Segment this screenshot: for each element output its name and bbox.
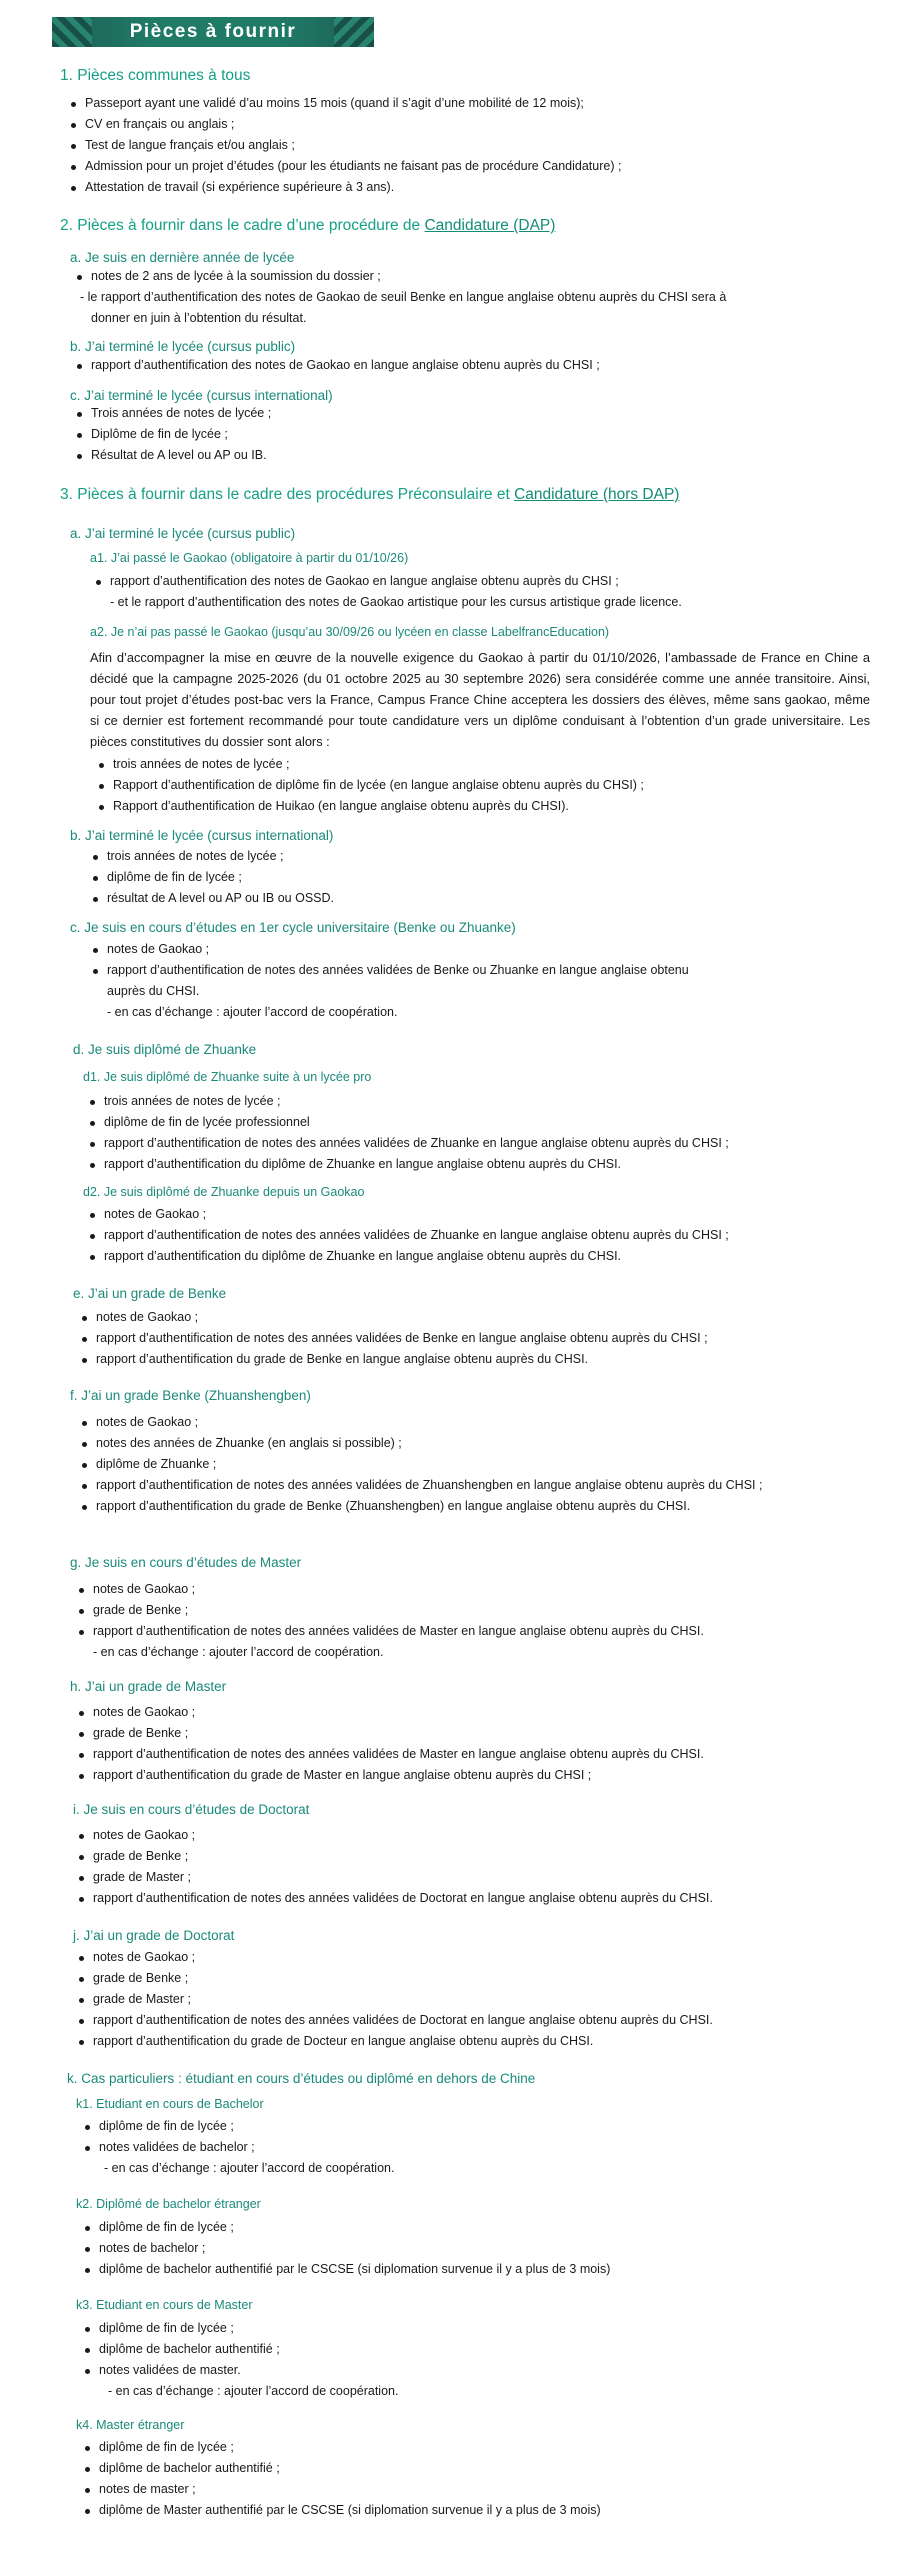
list-item: rapport d’authentification de notes des années validées de Doctorat en langue anglaise obtenu auprès du CHSI. xyxy=(93,1891,713,1905)
list-item: notes de Gaokao ; xyxy=(107,942,210,956)
transition-paragraph: Afin d’accompagner la mise en œuvre de la nouvelle exigence du Gaokao à partir du 01/10/2026, l’ambassade de France en Chine a décidé que la campagne 2025-2026 (du 01 octobre 2025 au 30 septembre 2026) sera considérée comme une année transitoire. Ainsi, pour tout projet d’études post-bac vers la France, Campus France Chine acceptera les dossiers des élèves, même sans gaokao, même si ce dernier est fortement recommandé pour toute candidature vers un diplôme conduisant à l’obtention d’un grade universitaire. Les pièces constitutives du dossier sont alors : xyxy=(90,650,870,749)
list-item: rapport d’authentification de notes des années validées de Doctorat en langue anglaise obtenu auprès du CHSI. xyxy=(93,2013,713,2027)
list-item: notes de 2 ans de lycée à la soumission du dossier ; xyxy=(91,269,381,283)
list-item: notes de Gaokao ; xyxy=(93,1828,196,1842)
list-item: résultat de A level ou AP ou IB ou OSSD. xyxy=(107,891,334,905)
section-3k-title: k. Cas particuliers : étudiant en cours d’études ou diplômé en dehors de Chine xyxy=(67,2071,536,2086)
section-3h-title: h. J’ai un grade de Master xyxy=(70,1679,227,1694)
list-item: rapport d’authentification du grade de Benke en langue anglaise obtenu auprès du CHSI. xyxy=(96,1352,589,1366)
section-3a-title: a. J’ai terminé le lycée (cursus public) xyxy=(70,526,296,541)
list-item: notes de bachelor ; xyxy=(99,2241,206,2255)
list-note: - en cas d’échange : ajouter l’accord de coopération. xyxy=(93,1645,384,1659)
list-item: grade de Benke ; xyxy=(93,1849,189,1863)
list-item: notes de Gaokao ; xyxy=(93,1582,196,1596)
list-item: Rapport d’authentification de Huikao (en langue anglaise obtenu auprès du CHSI). xyxy=(113,799,569,813)
section-3d1-title: d1. Je suis diplômé de Zhuanke suite à un lycée pro xyxy=(83,1070,372,1084)
list-item: notes validées de bachelor ; xyxy=(99,2140,255,2154)
section-2b-title: b. J’ai terminé le lycée (cursus public) xyxy=(70,339,296,354)
list-note: - en cas d’échange : ajouter l’accord de coopération. xyxy=(108,2384,399,2398)
list-item: rapport d’authentification de notes des années validées de Zhuanshengben en langue anglaise obtenu auprès du CHSI ; xyxy=(96,1478,763,1492)
candidature-hors-dap-link[interactable]: Candidature (hors DAP) xyxy=(514,486,680,503)
section-3a2-title: a2. Je n’ai pas passé le Gaokao (jusqu’au 30/09/26 ou lycéen en classe LabelfrancEducation) xyxy=(90,625,610,639)
page-banner xyxy=(52,17,374,47)
section-1-title: 1. Pièces communes à tous xyxy=(60,67,251,84)
section-2a-title: a. Je suis en dernière année de lycée xyxy=(70,250,295,265)
list-item: Diplôme de fin de lycée ; xyxy=(91,427,228,441)
list-item: notes de Gaokao ; xyxy=(96,1310,199,1324)
list-item: notes de Gaokao ; xyxy=(93,1950,196,1964)
page-title: Pièces à fournir xyxy=(129,21,297,42)
list-item: rapport d’authentification du diplôme de Zhuanke en langue anglaise obtenu auprès du CHSI. xyxy=(104,1157,622,1171)
list-item: diplôme de fin de lycée ; xyxy=(99,2321,234,2335)
list-item: grade de Master ; xyxy=(93,1992,191,2006)
list-item: diplôme de fin de lycée ; xyxy=(107,870,242,884)
list-note: - en cas d’échange : ajouter l’accord de coopération. xyxy=(107,1005,398,1019)
list-note: donner en juin à l’obtention du résultat. xyxy=(91,311,307,325)
list-item: diplôme de bachelor authentifié ; xyxy=(99,2461,280,2475)
section-3c-title: c. Je suis en cours d’études en 1er cycle universitaire (Benke ou Zhuanke) xyxy=(70,920,516,935)
section-3e-title: e. J’ai un grade de Benke xyxy=(73,1286,227,1301)
section-3j-title: j. J’ai un grade de Doctorat xyxy=(73,1928,235,1943)
list-note: - le rapport d’authentification des notes de Gaokao de seuil Benke en langue anglaise obtenu auprès du CHSI sera à xyxy=(80,290,727,304)
list-item: rapport d’authentification des notes de Gaokao en langue anglaise obtenu auprès du CHSI ; xyxy=(91,358,600,372)
list-item: diplôme de fin de lycée professionnel xyxy=(104,1115,310,1129)
section-2-title: 2. Pièces à fournir dans le cadre d’une procédure de Candidature (DAP) xyxy=(60,217,556,234)
list-item: notes de master ; xyxy=(99,2482,196,2496)
list-item: Test de langue français et/ou anglais ; xyxy=(85,138,295,152)
candidature-dap-link[interactable]: Candidature (DAP) xyxy=(424,217,556,234)
list-item: diplôme de fin de lycée ; xyxy=(99,2220,234,2234)
list-item: rapport d’authentification de notes des années validées de Zhuanke en langue anglaise obtenu auprès du CHSI ; xyxy=(104,1136,729,1150)
list-item: grade de Master ; xyxy=(93,1870,191,1884)
section-3k4-title: k4. Master étranger xyxy=(76,2418,185,2432)
section-3k1-title: k1. Etudiant en cours de Bachelor xyxy=(76,2097,264,2111)
list-item: Résultat de A level ou AP ou IB. xyxy=(91,448,267,462)
list-item: grade de Benke ; xyxy=(93,1603,189,1617)
list-item: CV en français ou anglais ; xyxy=(85,117,235,131)
list-item: diplôme de fin de lycée ; xyxy=(99,2119,234,2133)
list-item: grade de Benke ; xyxy=(93,1971,189,1985)
list-item: grade de Benke ; xyxy=(93,1726,189,1740)
list-item: notes des années de Zhuanke (en anglais si possible) ; xyxy=(96,1436,402,1450)
list-item: rapport d’authentification de notes des années validées de Zhuanke en langue anglaise obtenu auprès du CHSI ; xyxy=(104,1228,729,1242)
list-item: diplôme de Master authentifié par le CSCSE (si diplomation survenue il y a plus de 3 mois) xyxy=(99,2503,601,2517)
list-item: rapport d’authentification du diplôme de Zhuanke en langue anglaise obtenu auprès du CHSI. xyxy=(104,1249,622,1263)
list-item: notes validées de master. xyxy=(99,2363,241,2377)
list-item: rapport d’authentification des notes de Gaokao en langue anglaise obtenu auprès du CHSI ; xyxy=(110,574,619,588)
list-item: diplôme de bachelor authentifié ; xyxy=(99,2342,280,2356)
list-item: Attestation de travail (si expérience supérieure à 3 ans). xyxy=(85,180,395,194)
list-item: trois années de notes de lycée ; xyxy=(104,1094,281,1108)
section-3d2-title: d2. Je suis diplômé de Zhuanke depuis un Gaokao xyxy=(83,1185,365,1199)
list-item: rapport d’authentification du grade de Docteur en langue anglaise obtenu auprès du CHSI. xyxy=(93,2034,594,2048)
list-item: Rapport d’authentification de diplôme fin de lycée (en langue anglaise obtenu auprès du CHSI) ; xyxy=(113,778,644,792)
list-item: notes de Gaokao ; xyxy=(104,1207,207,1221)
list-item: rapport d’authentification de notes des années validées de Master en langue anglaise obtenu auprès du CHSI. xyxy=(93,1747,704,1761)
list-item: notes de Gaokao ; xyxy=(96,1415,199,1429)
section-3k3-title: k3. Etudiant en cours de Master xyxy=(76,2298,253,2312)
list-item: rapport d’authentification du grade de Benke (Zhuanshengben) en langue anglaise obtenu auprès du CHSI. xyxy=(96,1499,691,1513)
list-item: Admission pour un projet d’études (pour les étudiants ne faisant pas de procédure Candidature) ; xyxy=(85,159,622,173)
list-item: rapport d’authentification de notes des années validées de Benke en langue anglaise obtenu auprès du CHSI ; xyxy=(96,1331,708,1345)
section-3f-title: f. J’ai un grade Benke (Zhuanshengben) xyxy=(70,1388,311,1403)
section-3a1-title: a1. J’ai passé le Gaokao (obligatoire à partir du 01/10/26) xyxy=(90,551,409,565)
list-item: diplôme de fin de lycée ; xyxy=(99,2440,234,2454)
list-item: diplôme de bachelor authentifié par le CSCSE (si diplomation survenue il y a plus de 3 mois) xyxy=(99,2262,611,2276)
list-note: - et le rapport d’authentification des notes de Gaokao artistique pour les cursus artistique grade licence. xyxy=(110,595,682,609)
section-3d-title: d. Je suis diplômé de Zhuanke xyxy=(73,1042,257,1057)
section-3g-title: g. Je suis en cours d’études de Master xyxy=(70,1555,302,1570)
list-item: trois années de notes de lycée ; xyxy=(113,757,290,771)
list-item: rapport d’authentification du grade de Master en langue anglaise obtenu auprès du CHSI ; xyxy=(93,1768,592,1782)
section-3i-title: i. Je suis en cours d’études de Doctorat xyxy=(73,1802,310,1817)
list-item: rapport d’authentification de notes des années validées de Benke ou Zhuanke en langue anglaise obtenu xyxy=(107,963,689,977)
list-item-continued: auprès du CHSI. xyxy=(107,984,200,998)
section-3b-title: b. J’ai terminé le lycée (cursus international) xyxy=(70,828,334,843)
list-item: rapport d’authentification de notes des années validées de Master en langue anglaise obtenu auprès du CHSI. xyxy=(93,1624,704,1638)
list-item: trois années de notes de lycée ; xyxy=(107,849,284,863)
list-item: notes de Gaokao ; xyxy=(93,1705,196,1719)
list-note: - en cas d’échange : ajouter l’accord de coopération. xyxy=(104,2161,395,2175)
list-item: Passeport ayant une validé d’au moins 15 mois (quand il s’agit d’une mobilité de 12 mois); xyxy=(85,96,584,110)
section-3k2-title: k2. Diplômé de bachelor étranger xyxy=(76,2197,261,2211)
list-item: Trois années de notes de lycée ; xyxy=(91,406,272,420)
section-3-title: 3. Pièces à fournir dans le cadre des procédures Préconsulaire et Candidature (hors DAP) xyxy=(60,486,680,503)
list-item: diplôme de Zhuanke ; xyxy=(96,1457,217,1471)
section-2c-title: c. J’ai terminé le lycée (cursus international) xyxy=(70,388,333,403)
